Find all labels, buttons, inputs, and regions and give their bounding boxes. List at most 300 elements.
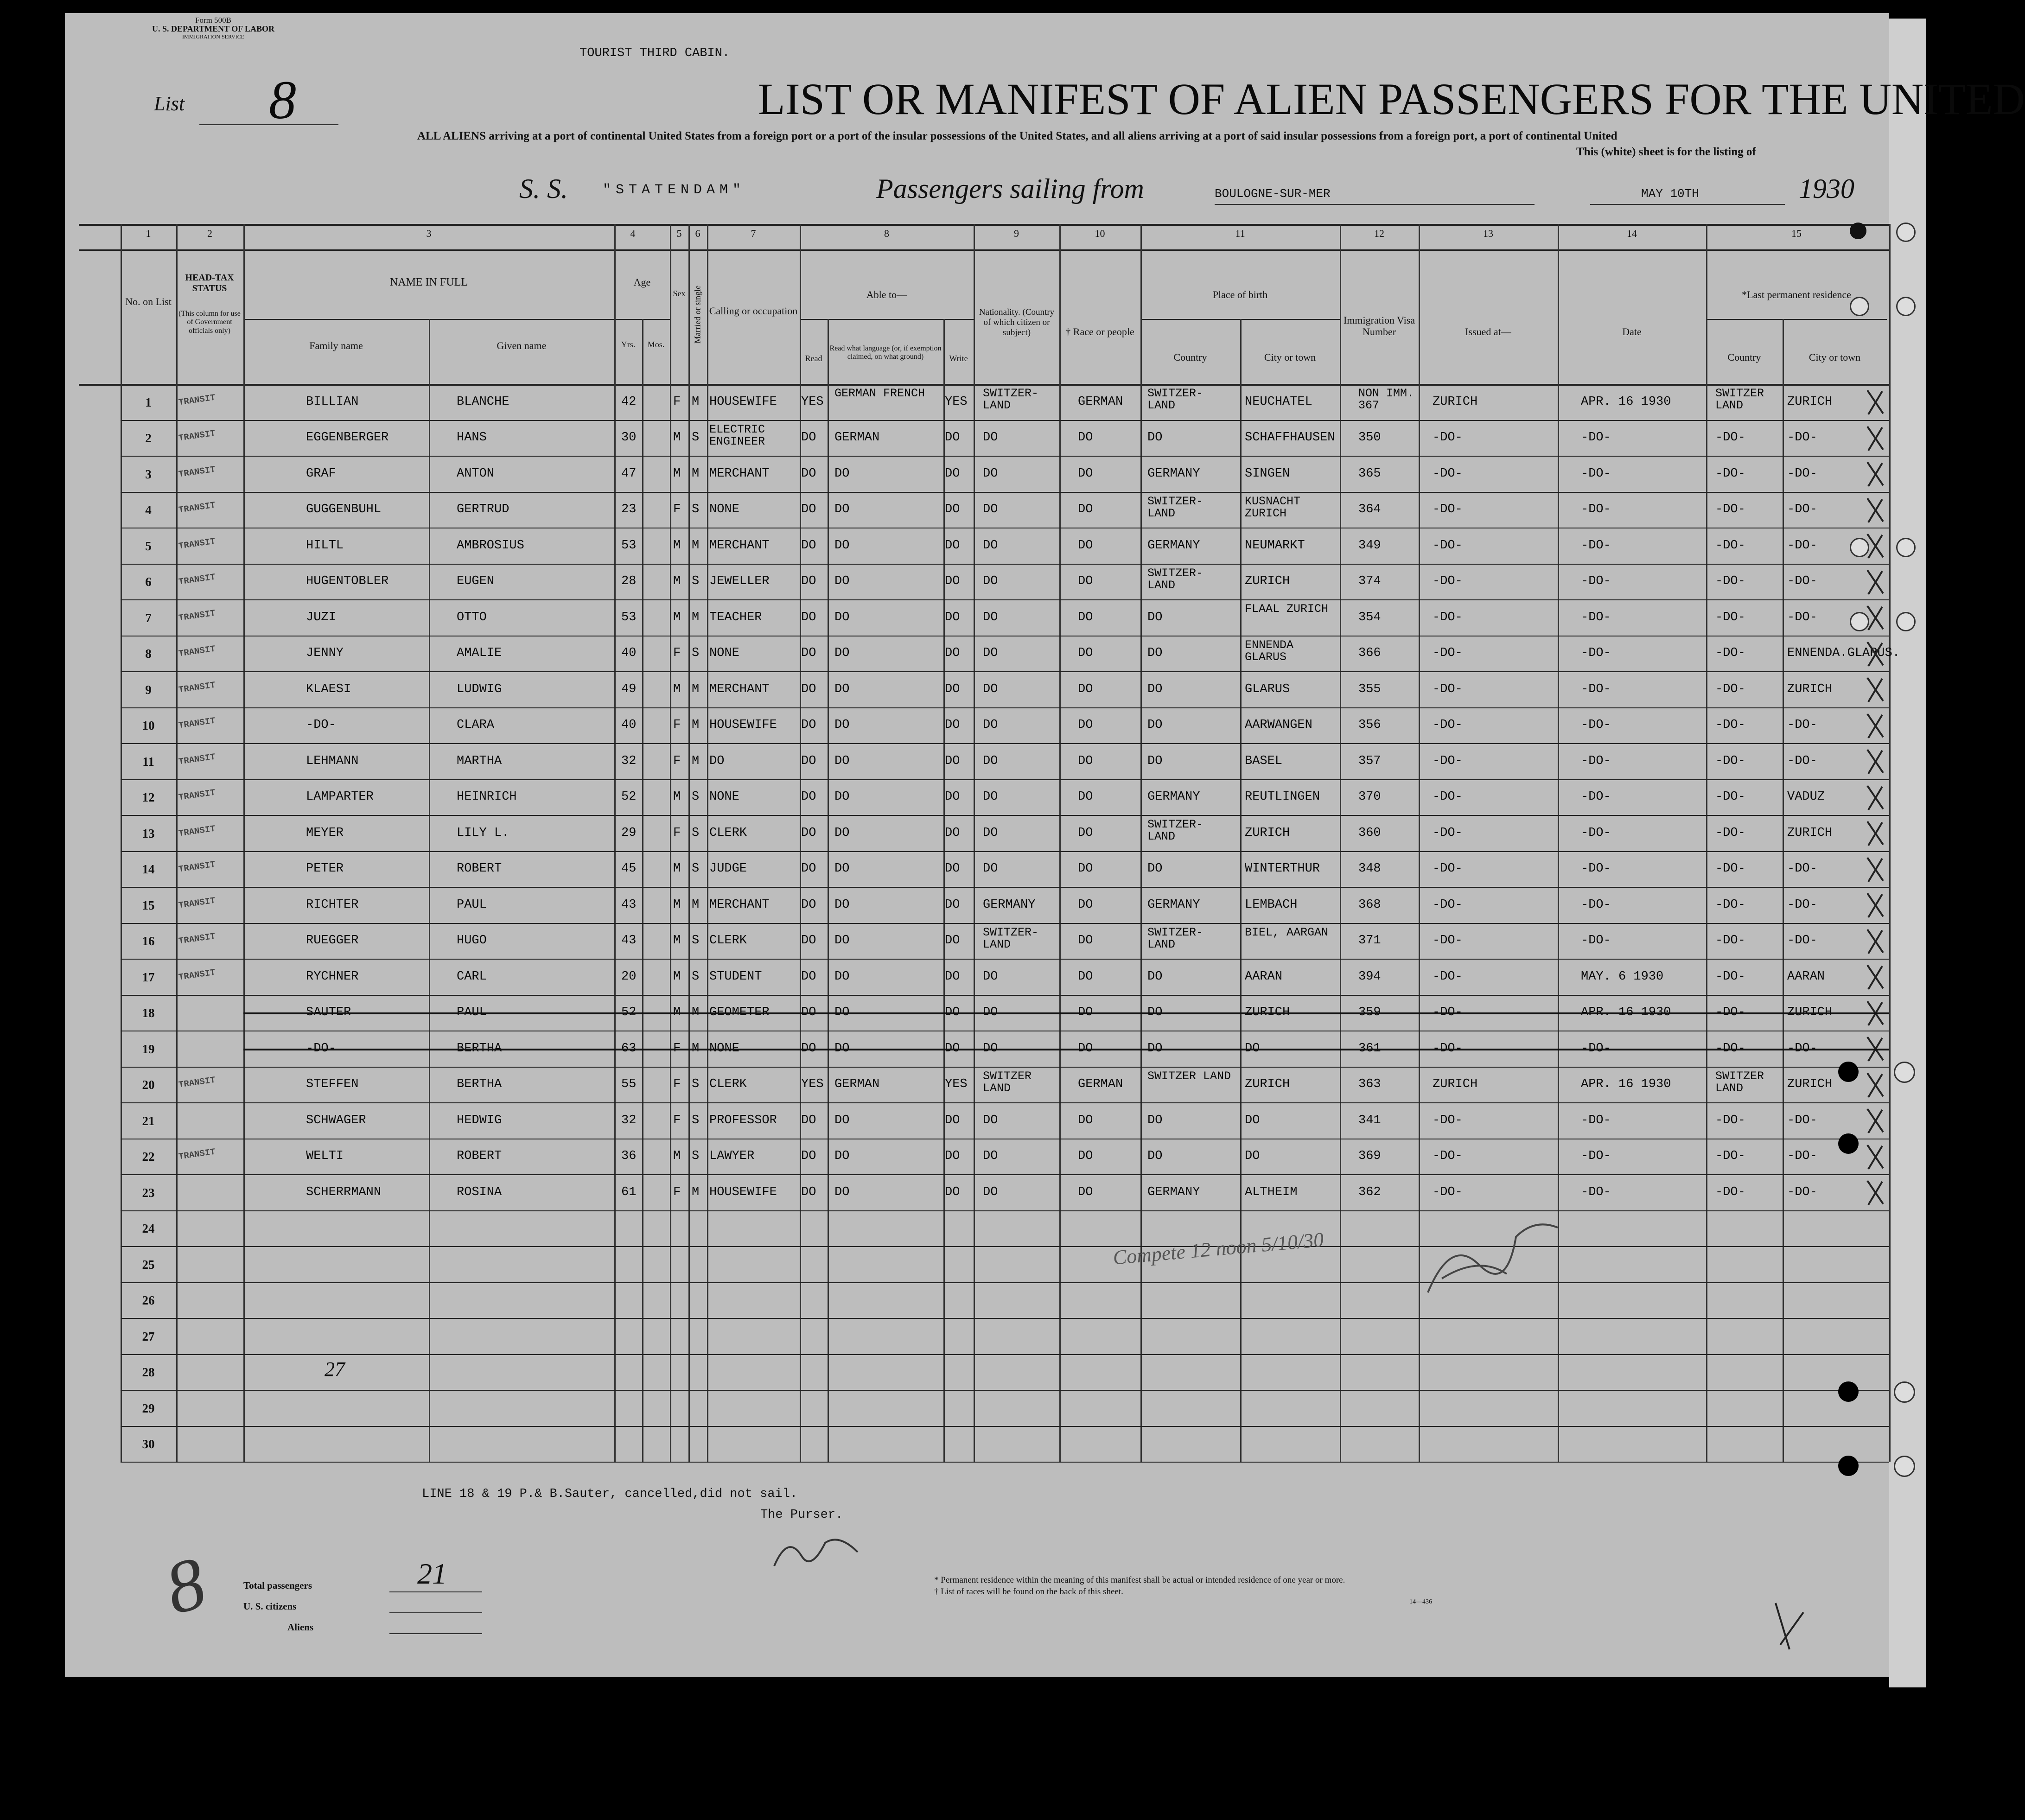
- cell-birth-city: KUSNACHT ZURICH: [1245, 494, 1301, 520]
- cell-visa-date: -DO-: [1581, 754, 1611, 768]
- cell-age: 53: [621, 610, 637, 624]
- cell-write: DO: [945, 718, 960, 732]
- cell-occupation: HOUSEWIFE: [709, 1185, 777, 1199]
- cell-birth-country: DO: [1147, 754, 1163, 768]
- column-line: [670, 224, 671, 1462]
- cell-given-name: ROSINA: [457, 1185, 502, 1199]
- hdr-read-language: Read what language (or, if exemption claimed, on what ground): [829, 344, 942, 361]
- cell-visa-date: -DO-: [1581, 1185, 1611, 1199]
- cell-visa-issued-at: -DO-: [1433, 682, 1463, 696]
- hdr-issued-at: Issued at—: [1465, 326, 1511, 337]
- cell-birth-city: SINGEN: [1245, 466, 1290, 481]
- cell-tax-status: TRANSIT: [178, 751, 216, 767]
- cell-nationality: DO: [983, 682, 998, 696]
- citizens-line: [389, 1612, 482, 1613]
- cell-given-name: HUGO: [457, 934, 487, 948]
- cell-visa-number: 363: [1358, 1077, 1381, 1092]
- cell-visa-number: 365: [1358, 466, 1381, 481]
- hdr-age: Age: [633, 276, 651, 288]
- cell-birth-country: DO: [1147, 969, 1163, 984]
- page-edge: [1889, 19, 1926, 1687]
- cell-family-name: SCHERRMANN: [306, 1185, 382, 1199]
- cell-age: 40: [621, 646, 637, 661]
- cell-read-language: DO: [834, 862, 850, 876]
- cell-race: DO: [1078, 826, 1093, 840]
- row-number: 21: [142, 1114, 155, 1128]
- cell-read-language: DO: [834, 897, 850, 912]
- col-num-5: 5: [676, 228, 682, 239]
- form-code: 14—436: [1409, 1598, 1432, 1605]
- hdr-write: Write: [949, 354, 968, 363]
- row-line: [121, 564, 1889, 565]
- cell-visa-issued-at: -DO-: [1433, 754, 1463, 768]
- cell-birth-country: SWITZER- LAND: [1147, 566, 1204, 592]
- row-number: 30: [142, 1437, 155, 1451]
- cell-residence-city: ZURICH: [1787, 826, 1833, 840]
- cell-read: DO: [801, 754, 816, 768]
- cell-given-name: ROBERT: [457, 862, 502, 876]
- hdr-head-tax-note: (This column for use of Government officials only): [178, 310, 241, 335]
- purser-label: The Purser.: [760, 1508, 843, 1522]
- cell-tax-status: TRANSIT: [178, 536, 216, 552]
- cell-visa-number: 341: [1358, 1113, 1381, 1127]
- cell-race: DO: [1078, 969, 1093, 984]
- cell-age: 42: [621, 395, 637, 409]
- cell-tax-status: TRANSIT: [178, 1075, 216, 1090]
- cell-nationality: SWITZER LAND: [983, 1069, 1032, 1095]
- cell-read-language: DO: [834, 790, 850, 804]
- cell-nationality: DO: [983, 1113, 998, 1127]
- list-label: List: [154, 92, 185, 115]
- cell-family-name: MEYER: [306, 826, 344, 840]
- cell-write: DO: [945, 790, 960, 804]
- cell-visa-number: 370: [1358, 790, 1381, 804]
- cell-write: DO: [945, 574, 960, 589]
- cell-age: 52: [621, 790, 637, 804]
- cell-marital-status: M: [692, 610, 700, 624]
- hdr-calling: Calling or occupation: [709, 305, 798, 317]
- cell-occupation: CLERK: [709, 1077, 747, 1092]
- hdr-yrs: Yrs.: [621, 340, 636, 349]
- cell-sex: F: [673, 1077, 681, 1092]
- row-cross-mark: [1864, 854, 1887, 887]
- cell-given-name: LILY L.: [457, 826, 509, 840]
- row-number: 15: [142, 898, 155, 912]
- cell-birth-country: GERMANY: [1147, 1185, 1200, 1199]
- row-number: 1: [145, 395, 152, 409]
- cell-family-name: RUEGGER: [306, 934, 359, 948]
- cell-race: DO: [1078, 538, 1093, 553]
- row-line: [121, 707, 1889, 708]
- column-line: [243, 224, 245, 1462]
- row-cross-mark: [1864, 566, 1887, 599]
- binder-hole: [1838, 1133, 1859, 1154]
- cell-visa-number: 364: [1358, 503, 1381, 517]
- cell-occupation: NONE: [709, 790, 739, 804]
- row-line: [121, 1426, 1889, 1427]
- cell-race: DO: [1078, 718, 1093, 732]
- cell-tax-status: TRANSIT: [178, 392, 216, 408]
- row-line: [121, 456, 1889, 457]
- cell-visa-issued-at: ZURICH: [1433, 1077, 1478, 1092]
- cell-visa-issued-at: -DO-: [1433, 718, 1463, 732]
- hdr-head-tax: HEAD-TAX STATUS: [185, 273, 234, 293]
- row-cross-mark: [1864, 710, 1887, 743]
- cell-marital-status: S: [692, 934, 700, 948]
- cell-read-language: GERMAN FRENCH: [834, 387, 925, 400]
- service: IMMIGRATION SERVICE: [182, 33, 245, 40]
- cell-sex: M: [673, 1149, 681, 1164]
- col-number-divider: [79, 249, 1889, 251]
- cell-family-name: SCHWAGER: [306, 1113, 366, 1127]
- cell-given-name: AMALIE: [457, 646, 502, 661]
- binder-hole: [1850, 223, 1866, 239]
- hdr-res-country: Country: [1727, 351, 1761, 363]
- port-underline: [1215, 204, 1535, 205]
- cell-birth-country: DO: [1147, 1113, 1163, 1127]
- row-line: [121, 599, 1889, 600]
- cell-visa-date: -DO-: [1581, 718, 1611, 732]
- footnote-races: † List of races will be found on the back of this sheet.: [934, 1587, 1123, 1597]
- cell-marital-status: S: [692, 969, 700, 984]
- cell-read: DO: [801, 862, 816, 876]
- cell-residence-country: SWITZER LAND: [1715, 1069, 1764, 1095]
- row-number: 22: [142, 1150, 155, 1164]
- aliens-line: [389, 1633, 482, 1634]
- hdr-res-city: City or town: [1808, 351, 1861, 363]
- cell-visa-number: 355: [1358, 682, 1381, 696]
- hdr-last-residence: *Last permanent residence: [1742, 289, 1851, 300]
- cell-occupation: DO: [709, 754, 725, 768]
- cell-marital-status: S: [692, 431, 700, 445]
- cell-visa-issued-at: -DO-: [1433, 431, 1463, 445]
- cell-birth-country: SWITZER- LAND: [1147, 494, 1204, 520]
- cell-occupation: LAWYER: [709, 1149, 755, 1164]
- cell-read-language: DO: [834, 466, 850, 481]
- row-cross-mark: [1864, 961, 1887, 994]
- department: U. S. DEPARTMENT OF LABOR: [152, 24, 275, 33]
- cell-given-name: OTTO: [457, 610, 487, 624]
- cell-visa-date: -DO-: [1581, 826, 1611, 840]
- cell-family-name: HUGENTOBLER: [306, 574, 389, 589]
- cell-residence-city: -DO-: [1787, 503, 1817, 517]
- cell-write: DO: [945, 503, 960, 517]
- cell-nationality: DO: [983, 503, 998, 517]
- column-line: [429, 319, 430, 1462]
- column-line: [974, 224, 975, 1462]
- binder-hole: [1838, 1456, 1859, 1476]
- cell-birth-country: GERMANY: [1147, 790, 1200, 804]
- cell-residence-country: -DO-: [1715, 754, 1745, 768]
- col-num-15: 15: [1791, 228, 1802, 239]
- cell-visa-date: -DO-: [1581, 466, 1611, 481]
- column-line: [828, 319, 829, 1462]
- cell-nationality: DO: [983, 790, 998, 804]
- cell-nationality: GERMANY: [983, 897, 1036, 912]
- row-cross-mark: [1864, 495, 1887, 528]
- cell-occupation: MERCHANT: [709, 897, 770, 912]
- cell-birth-city: DO: [1245, 1149, 1260, 1164]
- cell-tax-status: TRANSIT: [178, 787, 216, 803]
- cell-marital-status: S: [692, 1077, 700, 1092]
- cell-residence-city: -DO-: [1787, 466, 1817, 481]
- cell-visa-number: 368: [1358, 897, 1381, 912]
- cell-residence-country: -DO-: [1715, 969, 1745, 984]
- cell-residence-country: SWITZER LAND: [1715, 387, 1764, 413]
- col-num-3: 3: [426, 228, 432, 239]
- cell-visa-issued-at: -DO-: [1433, 1185, 1463, 1199]
- cell-age: 49: [621, 682, 637, 696]
- cell-visa-issued-at: -DO-: [1433, 934, 1463, 948]
- cell-visa-number: 357: [1358, 754, 1381, 768]
- cell-sex: F: [673, 646, 681, 661]
- cell-visa-number: 394: [1358, 969, 1381, 984]
- cell-residence-city: ZURICH: [1787, 682, 1833, 696]
- form-number: Form 500B: [195, 16, 231, 25]
- cell-visa-number: 362: [1358, 1185, 1381, 1199]
- hdr-place-of-birth: Place of birth: [1212, 289, 1268, 300]
- cell-read-language: DO: [834, 1149, 850, 1164]
- column-line: [1140, 224, 1142, 1462]
- cell-visa-date: -DO-: [1581, 790, 1611, 804]
- instruction-line-1: ALL ALIENS arriving at a port of continental United States from a foreign port or a port of the insular possessions of the United States, and all aliens arriving at a port of said insular possessions from a foreign port, a port of continental United: [417, 130, 1617, 142]
- cell-given-name: HEDWIG: [457, 1113, 502, 1127]
- cell-given-name: HANS: [457, 431, 487, 445]
- cell-visa-date: -DO-: [1581, 503, 1611, 517]
- hdr-family-name: Family name: [309, 340, 363, 351]
- row-line: [121, 1462, 1889, 1463]
- ss-label: S. S.: [519, 173, 568, 204]
- cell-marital-status: S: [692, 826, 700, 840]
- cell-family-name: WELTI: [306, 1149, 344, 1164]
- cell-family-name: JENNY: [306, 646, 344, 661]
- cell-tax-status: TRANSIT: [178, 967, 216, 983]
- row-line: [121, 779, 1889, 780]
- header-bottom-border: [79, 384, 1889, 386]
- cell-residence-country: -DO-: [1715, 790, 1745, 804]
- cell-given-name: ANTON: [457, 466, 495, 481]
- column-line: [1706, 224, 1707, 1462]
- cell-read: DO: [801, 897, 816, 912]
- cell-read: DO: [801, 431, 816, 445]
- cell-visa-issued-at: -DO-: [1433, 466, 1463, 481]
- hdr-name-in-full: NAME IN FULL: [390, 276, 468, 288]
- cell-write: YES: [945, 395, 968, 409]
- departure-port: BOULOGNE-SUR-MER: [1215, 187, 1331, 201]
- row-line: [121, 995, 1889, 996]
- cell-age: 61: [621, 1185, 637, 1199]
- cell-read-language: DO: [834, 682, 850, 696]
- hdr-birth-country: Country: [1173, 351, 1207, 363]
- cell-race: DO: [1078, 503, 1093, 517]
- cell-residence-country: -DO-: [1715, 1149, 1745, 1164]
- cell-sex: M: [673, 790, 681, 804]
- column-line: [1889, 224, 1891, 1462]
- cell-visa-number: 360: [1358, 826, 1381, 840]
- cell-birth-country: DO: [1147, 1149, 1163, 1164]
- column-line: [1783, 319, 1784, 1462]
- row-cross-mark: [1864, 926, 1887, 959]
- cell-visa-issued-at: -DO-: [1433, 574, 1463, 589]
- col-num-9: 9: [1014, 228, 1019, 239]
- cell-visa-number: NON IMM. 367: [1358, 387, 1414, 413]
- cell-residence-city: -DO-: [1787, 431, 1817, 445]
- cell-race: DO: [1078, 610, 1093, 624]
- cell-race: DO: [1078, 1185, 1093, 1199]
- cell-birth-city: AARWANGEN: [1245, 718, 1312, 732]
- cell-read-language: DO: [834, 1185, 850, 1199]
- row-cross-mark: [1864, 423, 1887, 456]
- col-num-1: 1: [146, 228, 151, 239]
- row-number: 16: [142, 934, 155, 948]
- cell-given-name: AMBROSIUS: [457, 538, 524, 553]
- cell-family-name: RYCHNER: [306, 969, 359, 984]
- hdr-visa-date: Date: [1622, 326, 1642, 337]
- binder-hole: [1850, 612, 1869, 631]
- cell-read-language: GERMAN: [834, 431, 880, 445]
- cell-residence-country: -DO-: [1715, 538, 1745, 553]
- row-number: 4: [145, 503, 152, 517]
- cell-birth-city: BIEL, AARGAN: [1245, 925, 1329, 939]
- column-line: [707, 224, 708, 1462]
- cell-write: YES: [945, 1077, 968, 1092]
- cell-residence-city: -DO-: [1787, 1113, 1817, 1127]
- cell-write: DO: [945, 754, 960, 768]
- binder-hole: [1838, 1381, 1859, 1402]
- cell-given-name: ROBERT: [457, 1149, 502, 1164]
- cell-family-name: LEHMANN: [306, 754, 359, 768]
- cell-given-name: GERTRUD: [457, 503, 509, 517]
- col-num-2: 2: [207, 228, 212, 239]
- cell-visa-date: -DO-: [1581, 646, 1611, 661]
- corner-check-mark: [1771, 1598, 1808, 1654]
- cancelled-strike-line: [243, 1049, 1889, 1050]
- column-line: [688, 224, 690, 1462]
- cell-visa-issued-at: -DO-: [1433, 503, 1463, 517]
- col-num-4: 4: [630, 228, 636, 239]
- row-line: [121, 1067, 1889, 1068]
- cell-birth-country: GERMANY: [1147, 538, 1200, 553]
- row-cross-mark: [1864, 1177, 1887, 1210]
- cell-marital-status: M: [692, 466, 700, 481]
- cell-visa-date: -DO-: [1581, 574, 1611, 589]
- cell-residence-country: -DO-: [1715, 897, 1745, 912]
- cell-nationality: DO: [983, 718, 998, 732]
- hdr-able-to: Able to—: [866, 289, 907, 300]
- cell-family-name: LAMPARTER: [306, 790, 374, 804]
- cell-marital-status: S: [692, 646, 700, 661]
- cell-occupation: MERCHANT: [709, 682, 770, 696]
- cell-residence-country: -DO-: [1715, 682, 1745, 696]
- cell-write: DO: [945, 682, 960, 696]
- cell-visa-number: 369: [1358, 1149, 1381, 1164]
- cell-read: DO: [801, 466, 816, 481]
- cell-birth-country: SWITZER LAND: [1147, 1069, 1231, 1083]
- hdr-married: Married or single: [693, 285, 702, 344]
- row-number: 23: [142, 1185, 155, 1200]
- cell-read: DO: [801, 969, 816, 984]
- cell-race: DO: [1078, 1149, 1093, 1164]
- total-line: [389, 1591, 482, 1592]
- handwritten-visa-note: Compete 12 noon 5/10/30: [1112, 1228, 1325, 1269]
- hdr-race: † Race or people: [1065, 326, 1134, 337]
- row-cross-mark: [1864, 818, 1887, 851]
- official-signature: [1423, 1209, 1562, 1302]
- cell-tax-status: TRANSIT: [178, 895, 216, 911]
- cell-race: DO: [1078, 646, 1093, 661]
- row-cross-mark: [1864, 782, 1887, 815]
- cell-birth-city: ZURICH: [1245, 574, 1290, 589]
- cell-residence-country: -DO-: [1715, 1113, 1745, 1127]
- cabin-class: TOURIST THIRD CABIN.: [579, 46, 730, 60]
- cell-marital-status: M: [692, 538, 700, 553]
- cell-read-language: DO: [834, 826, 850, 840]
- cell-marital-status: S: [692, 574, 700, 589]
- row-number: 12: [142, 790, 155, 805]
- row27-mark: 27: [325, 1358, 345, 1381]
- able-subheader-line: [800, 319, 974, 320]
- row-number: 3: [145, 467, 152, 481]
- binder-hole: [1894, 1062, 1915, 1083]
- cell-given-name: EUGEN: [457, 574, 495, 589]
- cell-nationality: DO: [983, 862, 998, 876]
- cell-occupation: CLERK: [709, 826, 747, 840]
- cell-visa-date: -DO-: [1581, 934, 1611, 948]
- residence-subheader-line: [1706, 319, 1887, 320]
- cell-occupation: NONE: [709, 503, 739, 517]
- cell-residence-city: ZURICH: [1787, 1077, 1833, 1092]
- cell-visa-issued-at: -DO-: [1433, 610, 1463, 624]
- cell-occupation: STUDENT: [709, 969, 762, 984]
- cell-age: 40: [621, 718, 637, 732]
- cell-marital-status: M: [692, 754, 700, 768]
- cell-residence-city: -DO-: [1787, 1149, 1817, 1164]
- hdr-nationality: Nationality. (Country of which citizen or subject): [979, 307, 1055, 337]
- row-cross-mark: [1864, 674, 1887, 707]
- cell-race: DO: [1078, 754, 1093, 768]
- cell-race: GERMAN: [1078, 1077, 1123, 1092]
- row-number: 29: [142, 1401, 155, 1415]
- col-num-12: 12: [1374, 228, 1384, 239]
- cancelled-strike-line: [243, 1012, 1889, 1014]
- cell-nationality: DO: [983, 538, 998, 553]
- cell-read: DO: [801, 934, 816, 948]
- cell-given-name: CARL: [457, 969, 487, 984]
- cell-read-language: DO: [834, 646, 850, 661]
- cell-residence-country: -DO-: [1715, 718, 1745, 732]
- cell-birth-country: DO: [1147, 862, 1163, 876]
- cell-write: DO: [945, 610, 960, 624]
- row-number: 24: [142, 1222, 155, 1236]
- cell-visa-date: -DO-: [1581, 897, 1611, 912]
- cell-visa-date: -DO-: [1581, 682, 1611, 696]
- hdr-sex: Sex: [673, 289, 686, 298]
- row-number: 6: [145, 575, 152, 589]
- row-line: [121, 1174, 1889, 1175]
- cell-birth-country: GERMANY: [1147, 466, 1200, 481]
- cell-visa-date: -DO-: [1581, 610, 1611, 624]
- cell-residence-city: -DO-: [1787, 897, 1817, 912]
- departure-date: MAY 10TH: [1641, 187, 1699, 201]
- cell-family-name: KLAESI: [306, 682, 351, 696]
- cell-age: 36: [621, 1149, 637, 1164]
- cell-birth-city: NEUCHATEL: [1245, 395, 1312, 409]
- cell-write: DO: [945, 646, 960, 661]
- cell-birth-city: ZURICH: [1245, 826, 1290, 840]
- cell-residence-country: -DO-: [1715, 610, 1745, 624]
- column-line: [614, 224, 616, 1462]
- col-num-13: 13: [1483, 228, 1493, 239]
